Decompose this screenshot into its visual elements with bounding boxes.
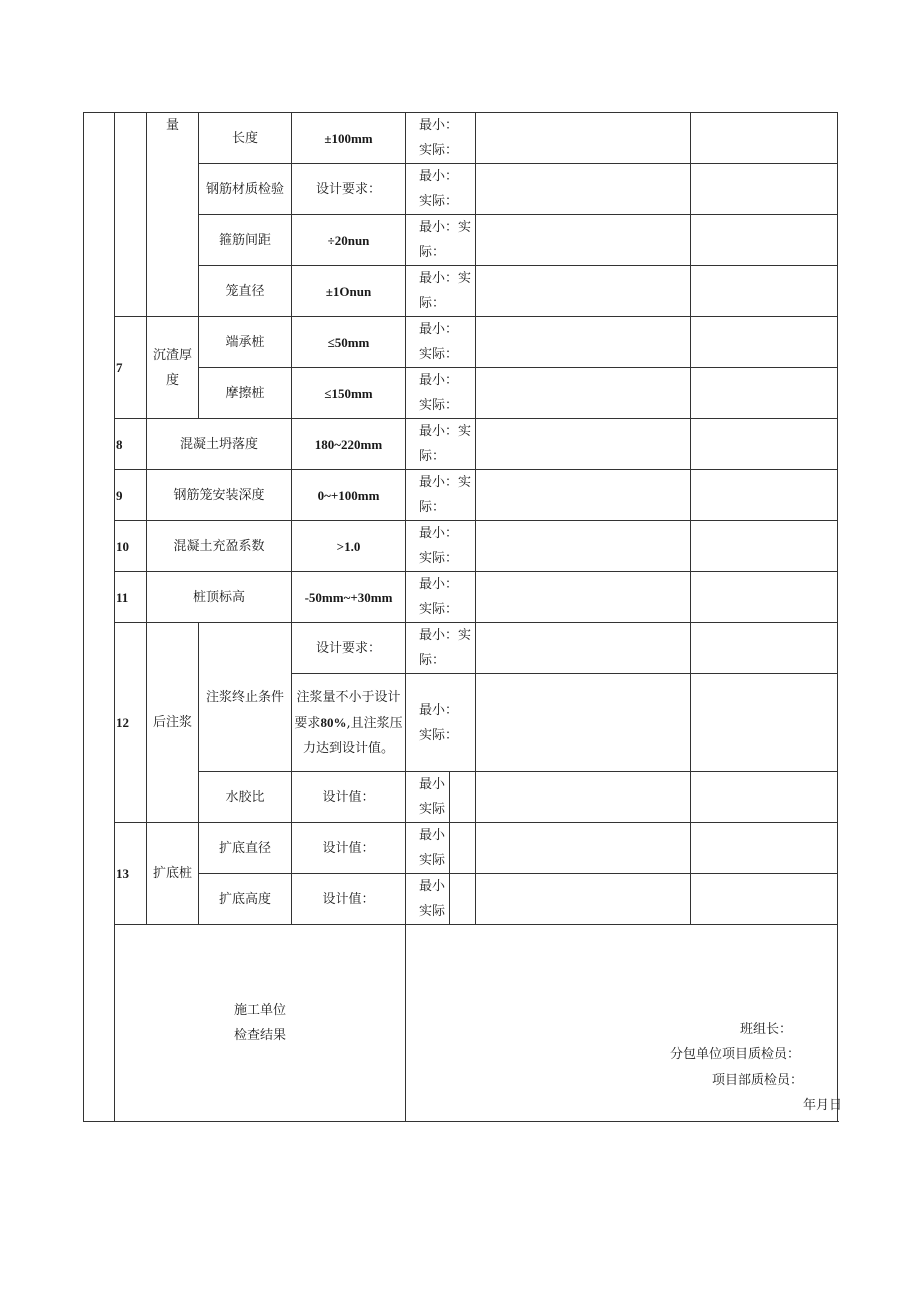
result-cell[interactable]: [476, 674, 691, 772]
remark-cell[interactable]: [691, 317, 838, 368]
measure-cell: 最小：实际：: [406, 419, 476, 470]
table-row: [84, 113, 838, 164]
result-cell[interactable]: [476, 772, 691, 823]
unit-result-label: 施工单位 检查结果: [115, 925, 406, 1122]
row-number: 10: [115, 521, 147, 572]
table-row: [84, 572, 838, 623]
result-cell[interactable]: [476, 470, 691, 521]
standard-value: 设计要求：: [292, 623, 406, 674]
measure-cell: 最小：实际：: [406, 266, 476, 317]
item-label: 摩擦桩: [199, 368, 292, 419]
measure-cell: 最小： 实际：: [406, 317, 476, 368]
remark-cell[interactable]: [691, 572, 838, 623]
result-cell[interactable]: [476, 874, 691, 925]
remark-cell[interactable]: [691, 368, 838, 419]
remark-cell[interactable]: [691, 674, 838, 772]
measure-cell: 最小 实际: [406, 874, 450, 925]
item-label: 扩底高度: [199, 874, 292, 925]
standard-value: ÷20nun: [292, 215, 406, 266]
table-row: [84, 470, 838, 521]
standard-value: ±1Onun: [292, 266, 406, 317]
outer-blank-cell: [84, 113, 115, 1122]
measure-blank-cell[interactable]: [450, 874, 476, 925]
standard-value: 设计值：: [292, 772, 406, 823]
standard-value: >1.0: [292, 521, 406, 572]
standard-value: 180~220mm: [292, 419, 406, 470]
remark-cell[interactable]: [691, 772, 838, 823]
standard-value: ≤50mm: [292, 317, 406, 368]
row-number: 9: [115, 470, 147, 521]
item-label: 混凝土充盈系数: [147, 521, 292, 572]
item-label: 桩顶标高: [147, 572, 292, 623]
result-cell[interactable]: [476, 623, 691, 674]
remark-cell[interactable]: [691, 419, 838, 470]
measure-cell: 最小：实际：: [406, 215, 476, 266]
remark-cell[interactable]: [691, 623, 838, 674]
sub-label: 量: [147, 113, 199, 317]
table-row: [84, 419, 838, 470]
table-row: [84, 823, 838, 874]
measure-cell: 最小： 实际：: [406, 521, 476, 572]
standard-value: 设计值：: [292, 823, 406, 874]
item-label: 混凝土坍落度: [147, 419, 292, 470]
remark-cell[interactable]: [691, 164, 838, 215]
standard-value: -50mm~+30mm: [292, 572, 406, 623]
remark-cell[interactable]: [691, 266, 838, 317]
standard-value: 0~+100mm: [292, 470, 406, 521]
signature-area[interactable]: [406, 925, 843, 1122]
table-row: [84, 623, 838, 674]
measure-cell: 最小： 实际：: [406, 113, 476, 164]
item-label: 扩底直径: [199, 823, 292, 874]
measure-cell: 最小： 实际：: [406, 164, 476, 215]
project-inspector-label: 项目部质检员：: [712, 1073, 804, 1088]
result-cell[interactable]: [476, 521, 691, 572]
measure-blank-cell[interactable]: [450, 823, 476, 874]
sub-inspector-label: 分包单位项目质检员：: [670, 1047, 801, 1062]
inspection-table: [83, 112, 843, 1122]
item-group-label: 扩底桩: [147, 823, 199, 925]
result-cell[interactable]: [476, 368, 691, 419]
remark-cell[interactable]: [691, 113, 838, 164]
row-number: 11: [115, 572, 147, 623]
remark-cell[interactable]: [691, 521, 838, 572]
standard-condition: 注浆量不小于设计要求80%,且注浆压力达到设计值。: [292, 674, 406, 772]
item-group-label: 后注浆: [147, 623, 199, 823]
row-number: 7: [115, 317, 147, 419]
no-cell: [115, 113, 147, 317]
row-number: 13: [115, 823, 147, 925]
table-row: [84, 317, 838, 368]
standard-value: 设计要求：: [292, 164, 406, 215]
item-label: 长度: [199, 113, 292, 164]
remark-cell[interactable]: [691, 823, 838, 874]
date-label: 年月日: [803, 1098, 843, 1113]
measure-blank-cell[interactable]: [450, 772, 476, 823]
standard-value: 设计值：: [292, 874, 406, 925]
item-label: 注浆终止条件: [199, 623, 292, 772]
remark-cell[interactable]: [691, 215, 838, 266]
remark-cell[interactable]: [691, 470, 838, 521]
result-cell[interactable]: [476, 215, 691, 266]
item-label: 笼直径: [199, 266, 292, 317]
measure-cell: 最小：实际：: [406, 470, 476, 521]
signature-row: [84, 925, 838, 1122]
measure-cell: 最小：实际：: [406, 623, 476, 674]
row-number: 8: [115, 419, 147, 470]
item-label: 箍筋间距: [199, 215, 292, 266]
team-leader-label: 班组长：: [740, 1022, 793, 1037]
measure-cell: 最小 实际: [406, 772, 450, 823]
result-cell[interactable]: [476, 113, 691, 164]
item-label: 钢筋材质检验: [199, 164, 292, 215]
measure-cell: 最小 实际: [406, 823, 450, 874]
result-cell[interactable]: [476, 317, 691, 368]
measure-cell: 最小： 实际：: [406, 674, 476, 772]
remark-cell[interactable]: [691, 874, 838, 925]
standard-value: ±100mm: [292, 113, 406, 164]
measure-cell: 最小： 实际：: [406, 572, 476, 623]
result-cell[interactable]: [476, 419, 691, 470]
item-label: 钢筋笼安装深度: [147, 470, 292, 521]
row-number: 12: [115, 623, 147, 823]
result-cell[interactable]: [476, 823, 691, 874]
item-group-label: 沉渣厚度: [147, 317, 199, 419]
result-cell[interactable]: [476, 572, 691, 623]
result-cell[interactable]: [476, 266, 691, 317]
measure-cell: 最小： 实际：: [406, 368, 476, 419]
item-label: 端承桩: [199, 317, 292, 368]
result-cell[interactable]: [476, 164, 691, 215]
standard-value: ≤150mm: [292, 368, 406, 419]
table-row: [84, 521, 838, 572]
item-label: 水胶比: [199, 772, 292, 823]
